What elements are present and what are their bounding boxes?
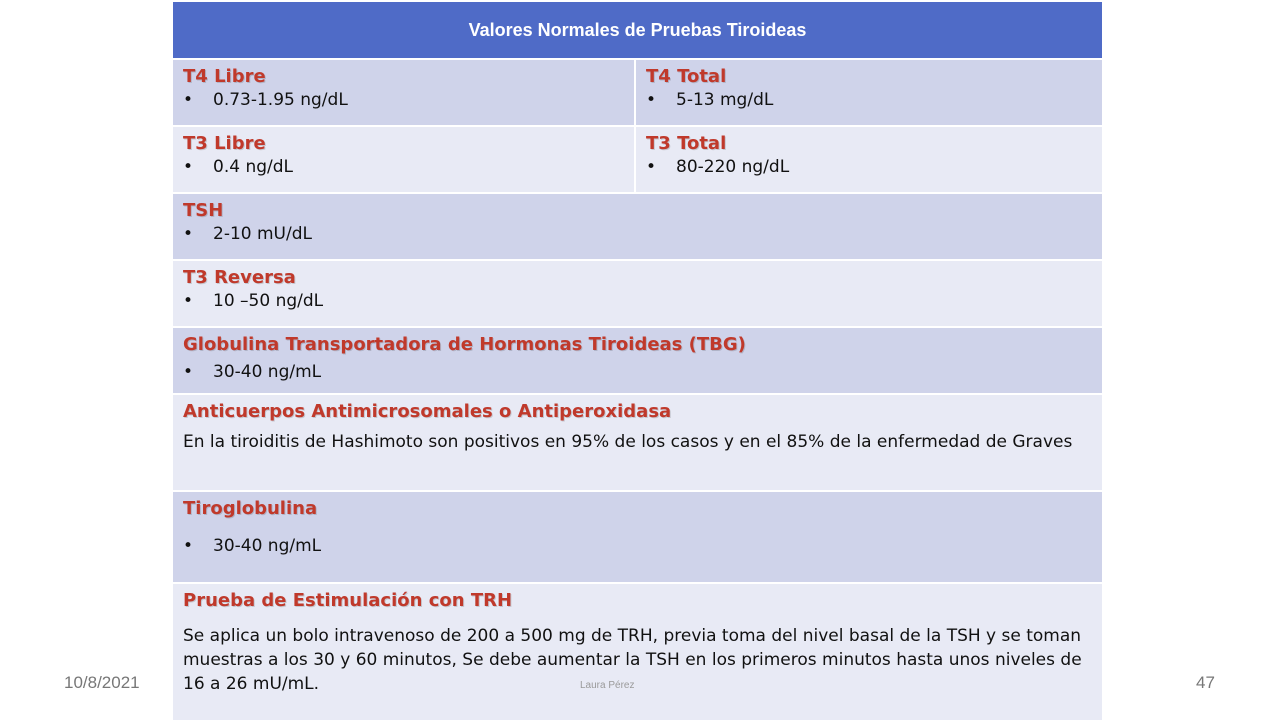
cell-t4-total xyxy=(636,60,1102,125)
cell-tiroglobulina xyxy=(173,492,1102,582)
bullet-icon: • xyxy=(183,536,194,556)
thyroid-values-table xyxy=(171,0,1104,720)
bullet-icon: • xyxy=(646,90,657,110)
table-row xyxy=(173,58,1102,125)
cell-t3-total xyxy=(636,127,1102,192)
footer-author: Laura Pérez xyxy=(580,680,635,691)
cell-text: Se aplica un bolo intravenoso de 200 a 500 mg de TRH, previa toma del nivel basal de la TSH y se toman muestras a los 30 y 60 minutos, Se debe aumentar la TSH en los primeros minutos hasta unos niveles de 16 a 26 mU/mL. xyxy=(183,626,1082,694)
bullet-icon: • xyxy=(646,157,657,177)
cell-tsh xyxy=(173,194,1102,259)
footer-date: 10/8/2021 xyxy=(64,673,140,692)
cell-t3-reversa xyxy=(173,261,1102,326)
cell-title: T3 Libre xyxy=(183,133,266,154)
table-row xyxy=(173,259,1102,326)
cell-title: T4 Libre xyxy=(183,66,266,87)
cell-title: TSH xyxy=(183,200,224,221)
cell-value: 80-220 ng/dL xyxy=(676,157,790,177)
table-row xyxy=(173,393,1102,490)
cell-value: 0.4 ng/dL xyxy=(213,157,293,177)
cell-title: T3 Reversa xyxy=(183,267,296,288)
cell-text: En la tiroiditis de Hashimoto son positivos en 95% de los casos y en el 85% de la enfermedad de Graves xyxy=(183,432,1073,452)
bullet-icon: • xyxy=(183,291,194,311)
bullet-icon: • xyxy=(183,224,194,244)
cell-title: Tiroglobulina xyxy=(183,498,318,519)
cell-value: 30-40 ng/mL xyxy=(213,536,322,556)
cell-value: 5-13 mg/dL xyxy=(676,90,774,110)
cell-title: Globulina Transportadora de Hormonas Tiroideas (TBG) xyxy=(183,334,746,355)
cell-tbg xyxy=(173,328,1102,393)
cell-t3-libre xyxy=(173,127,636,192)
bullet-icon: • xyxy=(183,362,194,382)
cell-value: 30-40 ng/mL xyxy=(213,362,322,382)
table-row xyxy=(173,125,1102,192)
table-row xyxy=(173,192,1102,259)
cell-title: Anticuerpos Antimicrosomales o Antiperoxidasa xyxy=(183,401,672,422)
cell-value: 2-10 mU/dL xyxy=(213,224,312,244)
table-row xyxy=(173,490,1102,582)
cell-title: T4 Total xyxy=(646,66,727,87)
table-title: Valores Normales de Pruebas Tiroideas xyxy=(468,19,807,40)
cell-anticuerpos xyxy=(173,395,1102,490)
cell-value: 10 –50 ng/dL xyxy=(213,291,324,311)
cell-title: T3 Total xyxy=(646,133,727,154)
table-header xyxy=(173,0,1102,58)
bullet-icon: • xyxy=(183,90,194,110)
cell-t4-libre xyxy=(173,60,636,125)
cell-title: Prueba de Estimulación con TRH xyxy=(183,590,513,611)
footer-page-number: 47 xyxy=(1196,673,1215,692)
table-row xyxy=(173,326,1102,393)
table-row xyxy=(173,582,1102,720)
cell-prueba-trh xyxy=(173,584,1102,720)
bullet-icon: • xyxy=(183,157,194,177)
cell-value: 0.73-1.95 ng/dL xyxy=(213,90,348,110)
